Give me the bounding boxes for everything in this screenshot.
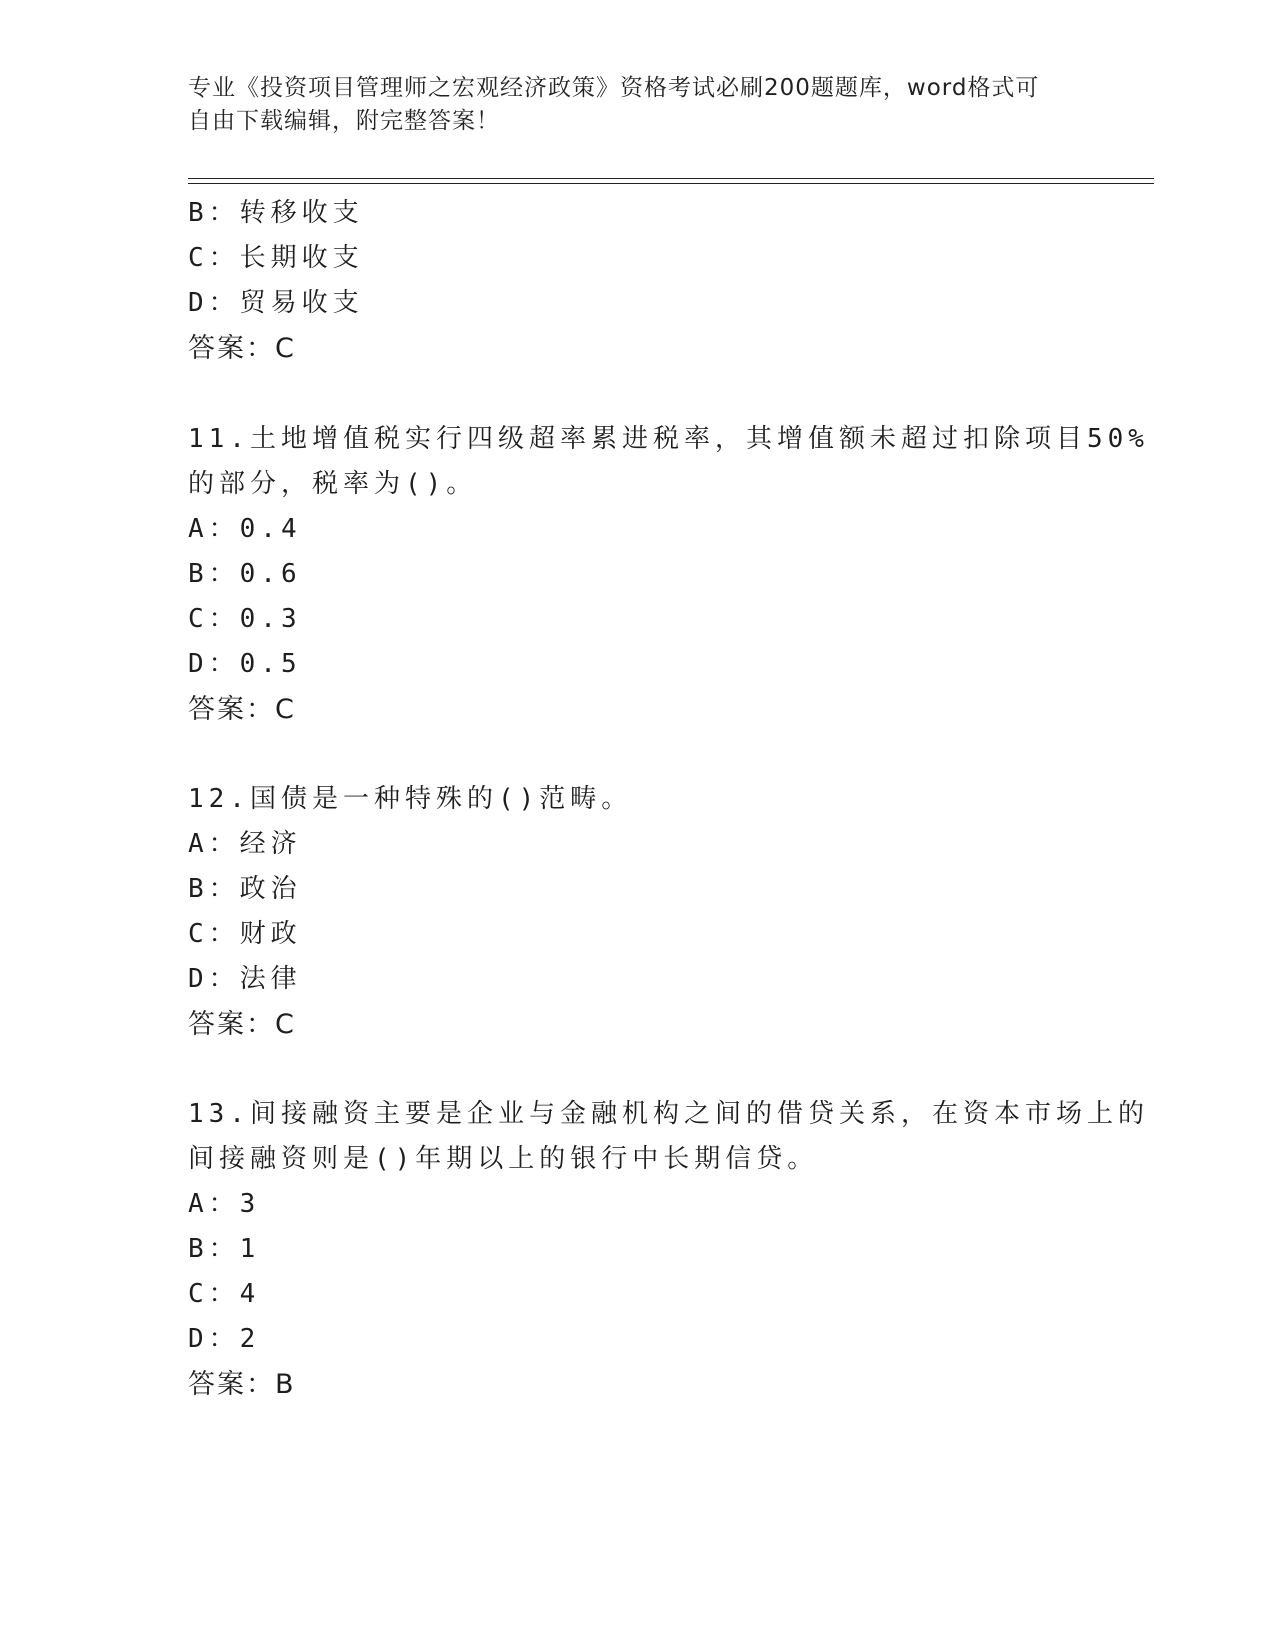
header-rule-bottom xyxy=(188,183,1154,184)
question-12-option-b: B：政治 xyxy=(188,874,302,904)
question-13-option-c: C：4 xyxy=(188,1279,261,1309)
header-line-2: 自由下载编辑，附完整答案！ xyxy=(188,108,500,134)
question-11-stem-line-2: 的部分，税率为()。 xyxy=(188,469,478,499)
header-line-1: 专业《投资项目管理师之宏观经济政策》资格考试必刷200题题库，word格式可 xyxy=(188,75,1040,101)
question-12-answer: 答案：C xyxy=(188,1009,296,1040)
question-12-option-d: D：法律 xyxy=(188,964,302,994)
question-11-option-a: A：0.4 xyxy=(188,514,302,544)
question-11-stem-line-1: 11.土地增值税实行四级超率累进税率，其增值额未超过扣除项目50% xyxy=(188,424,1149,454)
option-c: C：长期收支 xyxy=(188,243,364,273)
question-13-option-d: D：2 xyxy=(188,1324,261,1354)
question-12-option-a: A：经济 xyxy=(188,829,302,859)
question-12-stem-line-1: 12.国债是一种特殊的()范畴。 xyxy=(188,784,633,814)
question-12-option-c: C：财政 xyxy=(188,919,302,949)
answer-line: 答案：C xyxy=(188,333,296,364)
question-11-option-d: D：0.5 xyxy=(188,649,302,679)
question-11-answer: 答案：C xyxy=(188,694,296,725)
option-d: D：贸易收支 xyxy=(188,288,364,318)
header-rule-top xyxy=(188,178,1154,179)
question-11-option-c: C：0.3 xyxy=(188,604,302,634)
document-header xyxy=(188,72,1068,138)
question-13-stem-line-1: 13.间接融资主要是企业与金融机构之间的借贷关系，在资本市场上的 xyxy=(188,1099,1149,1129)
question-13-stem-line-2: 间接融资则是()年期以上的银行中长期信贷。 xyxy=(188,1144,819,1174)
option-b: B：转移收支 xyxy=(188,198,364,228)
question-13-answer: 答案：B xyxy=(188,1369,296,1400)
question-13-option-b: B：1 xyxy=(188,1234,261,1264)
question-13-option-a: A：3 xyxy=(188,1189,261,1219)
question-11-option-b: B：0.6 xyxy=(188,559,302,589)
